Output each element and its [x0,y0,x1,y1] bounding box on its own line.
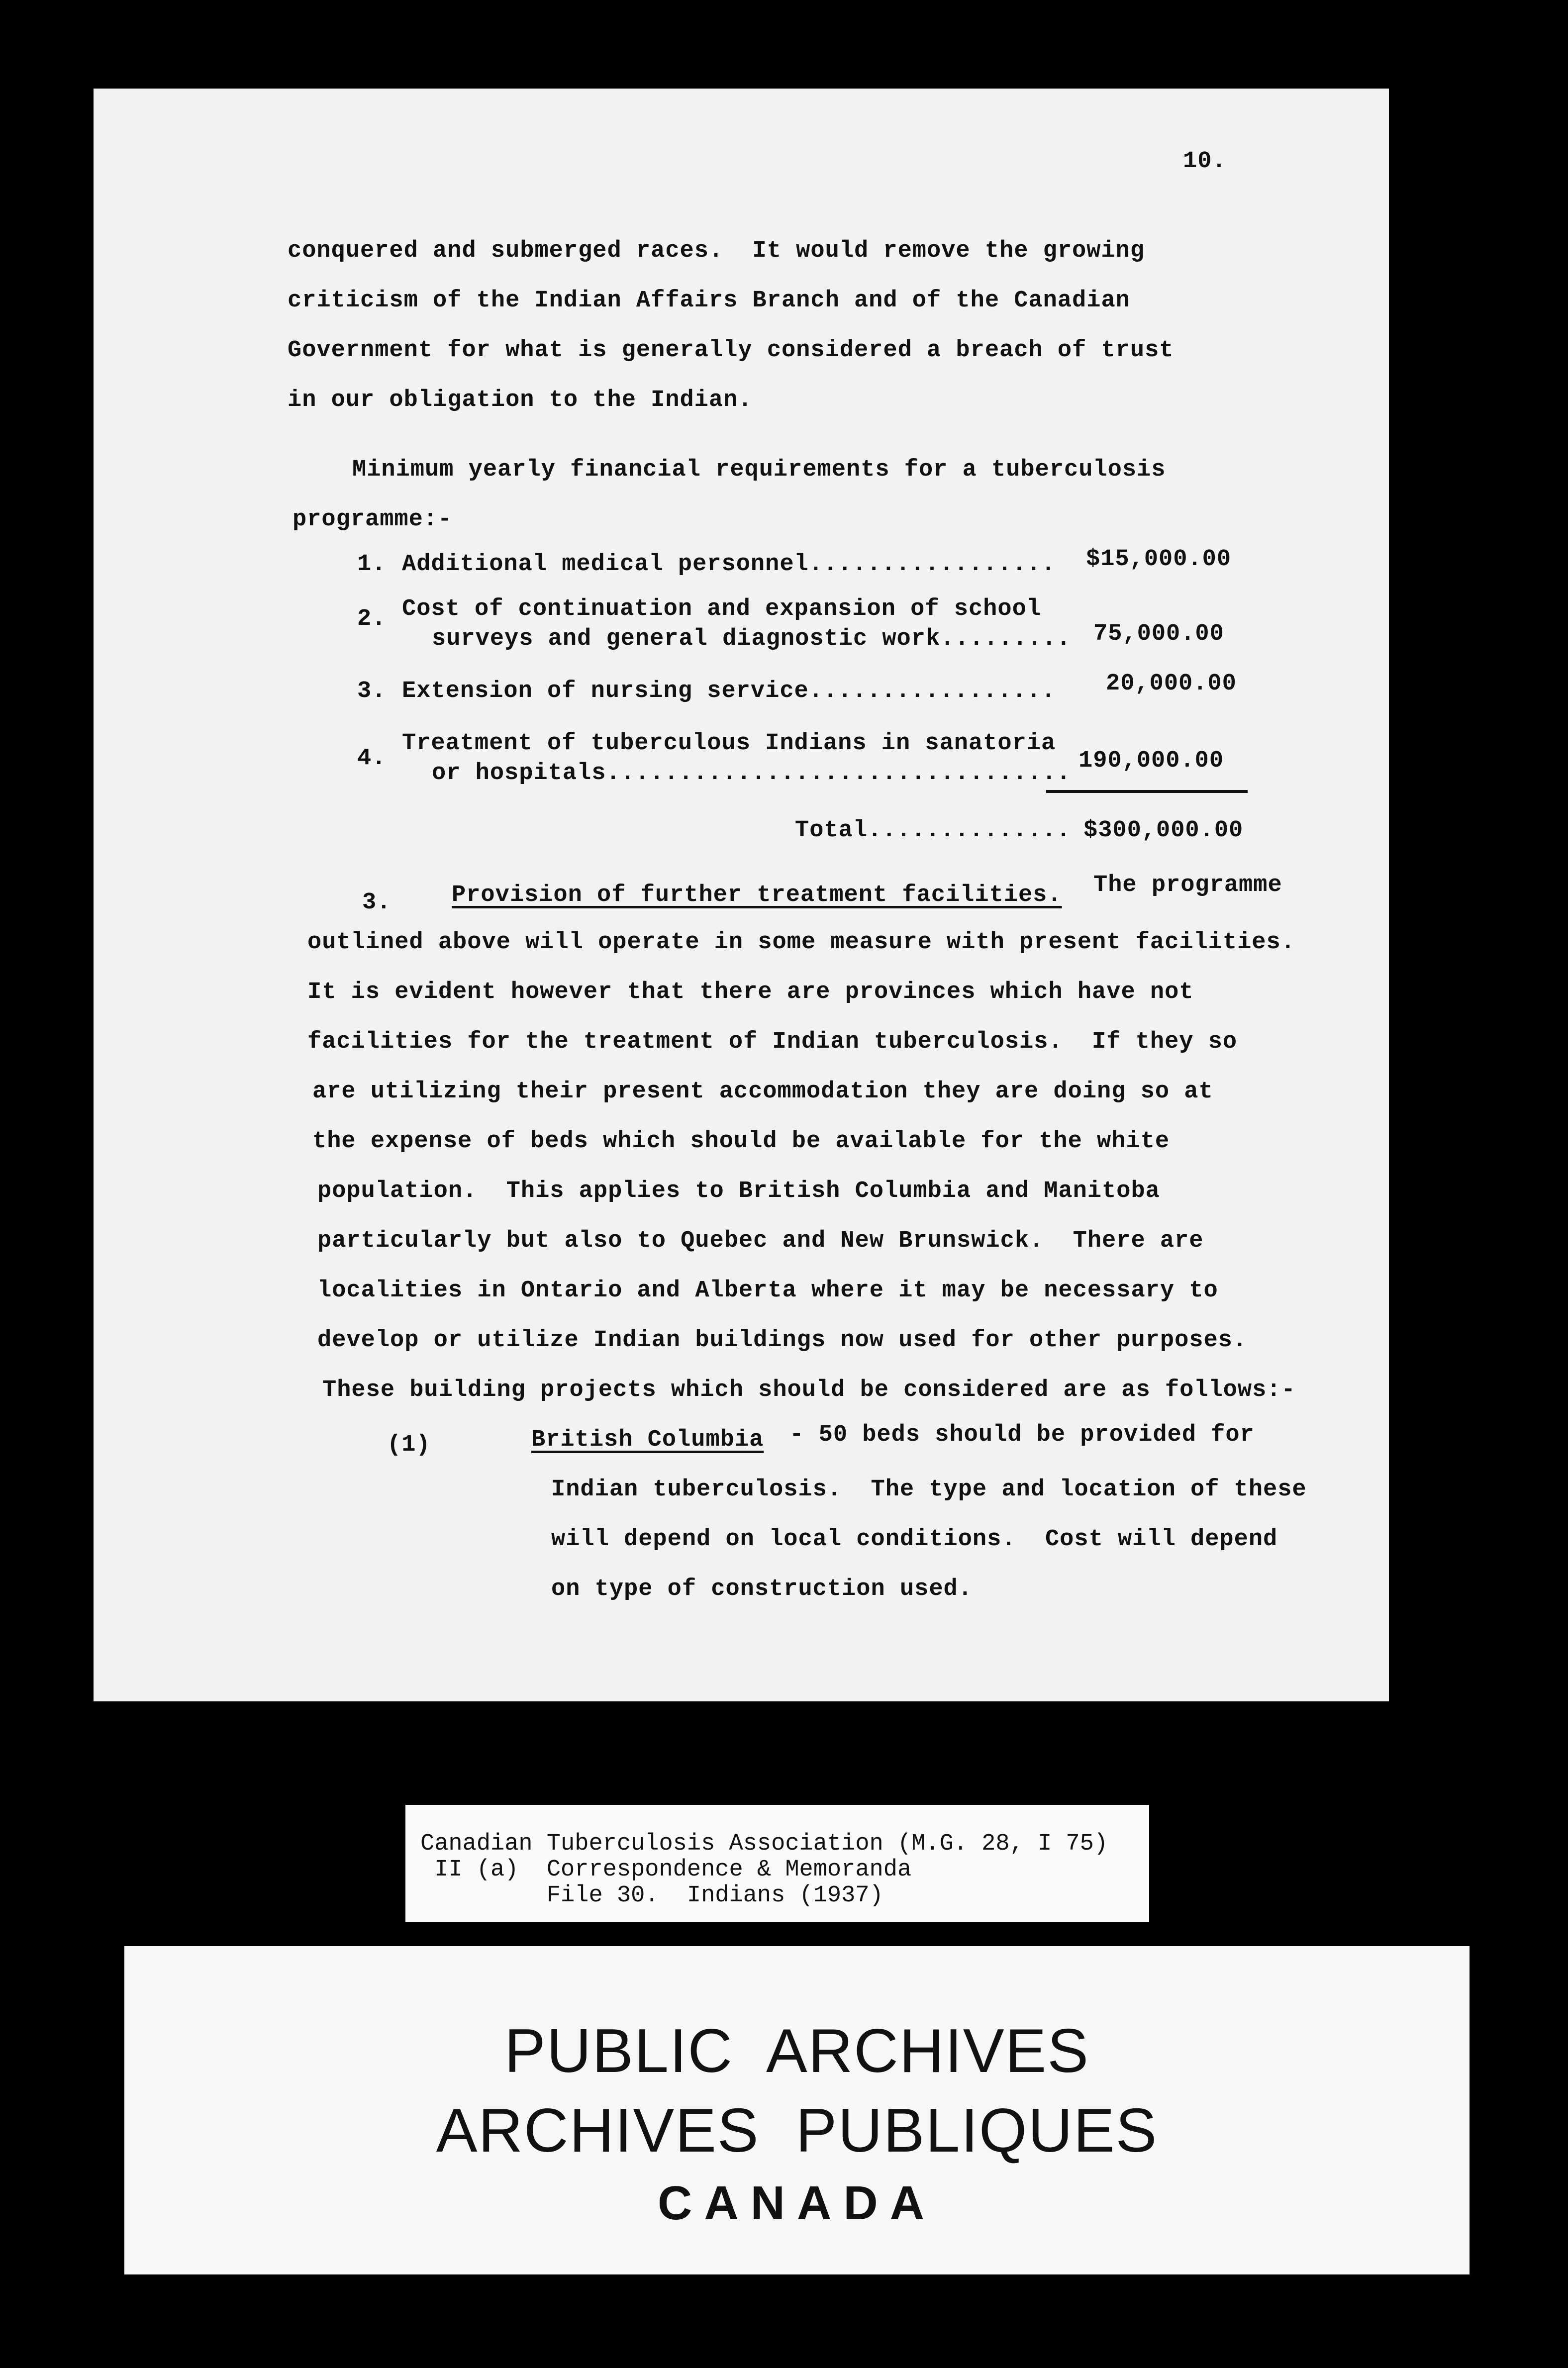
label-line: II (a) Correspondence & Memoranda [420,1857,912,1883]
text-line: outlined above will operate in some measure with present facilities. [307,929,1295,956]
text-line: the expense of beds which should be available for the white [312,1128,1170,1155]
item-text: Treatment of tuberculous Indians in sanatoria [402,730,1056,757]
document-page [94,89,1389,1701]
item-text: surveys and general diagnostic work......... [432,626,1072,652]
item-text: or hospitals................................ [432,760,1072,787]
total-amount: $300,000.00 [1083,817,1244,844]
archive-country: CANADA [658,2176,936,2230]
section-heading: Provision of further treatment facilities. [452,882,1062,908]
text-line: criticism of the Indian Affairs Branch and of the Canadian [288,288,1130,314]
text-line: are utilizing their present accommodation they are doing so at [312,1079,1213,1105]
item-number: 1. [357,551,387,578]
label-line: Canadian Tuberculosis Association (M.G. 28, I 75) [420,1831,1108,1857]
item-text: Cost of continuation and expansion of school [402,596,1042,622]
subitem-heading: British Columbia [531,1427,764,1453]
archive-stamp-card [124,1946,1470,2274]
item-amount: 75,000.00 [1093,621,1224,647]
archive-title-en: PUBLIC ARCHIVES [504,2017,1089,2085]
total-label: Total.............. [795,817,1071,844]
text-line: on type of construction used. [551,1576,973,1602]
text-line: - 50 beds should be provided for [775,1422,1255,1448]
text-line: The programme [1093,872,1282,898]
text-line: It is evident however that there are provinces which have not [307,979,1194,1005]
text-line: Government for what is generally considered a breach of trust [288,337,1174,364]
item-text: Extension of nursing service................. [402,678,1056,704]
text-line: develop or utilize Indian buildings now used for other purposes. [317,1327,1248,1354]
text-line: programme:- [293,506,453,533]
text-line: population. This applies to British Columbia and Manitoba [317,1178,1160,1204]
item-number: 3. [357,678,387,704]
item-number: 4. [357,745,387,772]
total-rule [1046,790,1248,793]
text-line: will depend on local conditions. Cost will depend [551,1526,1278,1553]
subitem-number: (1) [387,1432,431,1458]
text-line: Indian tuberculosis. The type and location of these [551,1477,1307,1503]
text-line: Minimum yearly financial requirements for a tuberculosis [352,457,1166,483]
item-amount: $15,000.00 [1086,546,1232,573]
text-line: These building projects which should be considered are as follows:- [322,1377,1296,1403]
page-number: 10. [1183,148,1227,175]
archive-title-fr: ARCHIVES PUBLIQUES [436,2096,1158,2165]
item-number: 2. [357,606,387,632]
text-line: particularly but also to Quebec and New Brunswick. There are [317,1228,1204,1254]
text-line: localities in Ontario and Alberta where it may be necessary to [317,1278,1218,1304]
label-line: File 30. Indians (1937) [420,1882,883,1909]
item-amount: 20,000.00 [1106,671,1237,697]
item-amount: 190,000.00 [1078,748,1224,774]
text-line: in our obligation to the Indian. [288,387,753,413]
section-number: 3. [362,889,392,916]
archival-label [405,1805,1149,1922]
text-line: conquered and submerged races. It would remove the growing [288,238,1145,264]
text-line: facilities for the treatment of Indian tuberculosis. If they so [307,1029,1238,1055]
item-text: Additional medical personnel................. [402,551,1056,578]
